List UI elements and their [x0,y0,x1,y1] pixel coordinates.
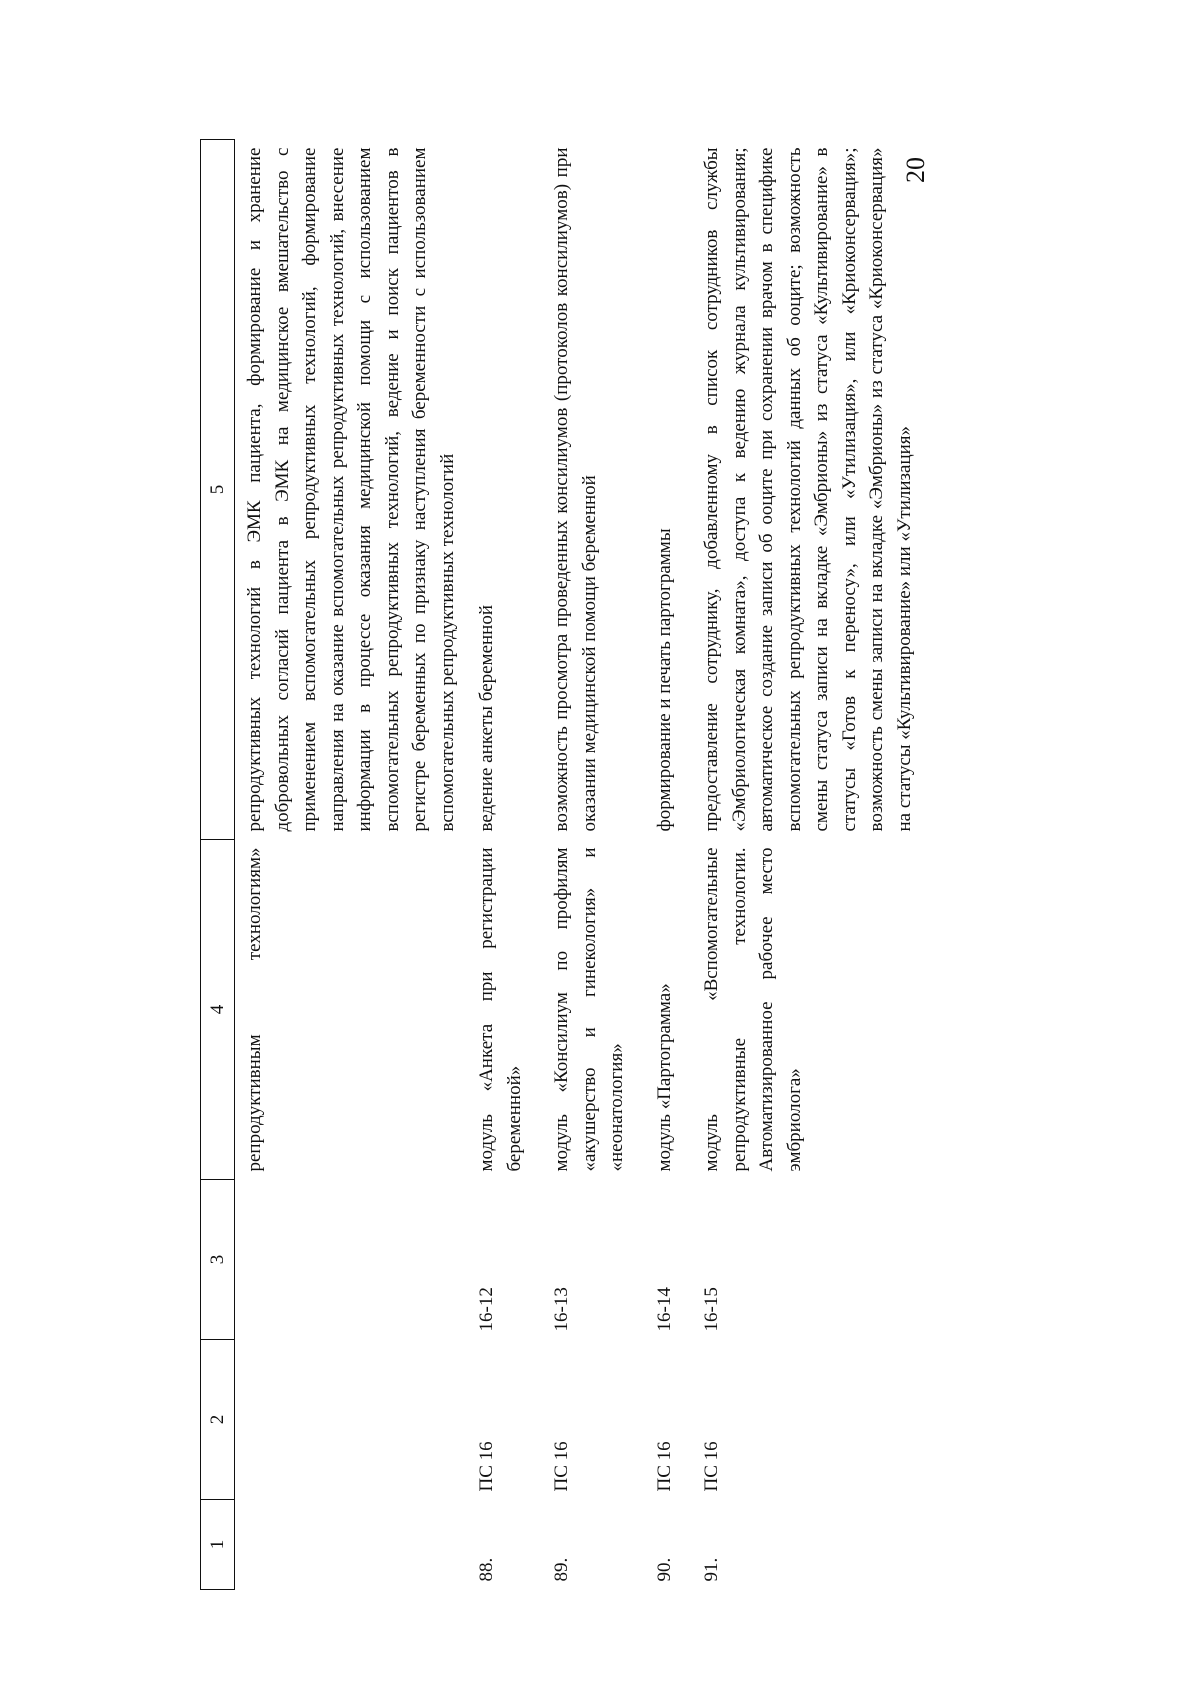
continuation-function-cell: репродуктивных технологий в ЭМК пациента, формирование и хранение добровольных согласий пациента в ЭМК на медицинское вмешательство с применением вспомогательных репродуктивных технологий, формирование направления на оказание вспомогательных репродуктивных технологий, внесение информации в процессе оказания медицинской помощи с использованием вспомогательных репродуктивных технологий, ведение и поиск пациентов в регистре беременных по признаку наступления беременности с использованием вспомогательных репродуктивных технологий [244,147,458,832]
row-code: ПС 16 [701,1441,722,1492]
rotated-table-wrapper [200,140,1100,1590]
row-id: 16-12 [476,1287,497,1332]
row-function: предоставление сотруднику, добавленному в список сотрудников службы «Эмбриологическая комната», доступа к ведению журнала культивирования; автоматическое создание записи об ооците при сохранении врачом в специфике вспомогательных репродуктивных технологий данных об ооците; возможность смены статуса записи на вкладке «Эмбрионы» из статуса «Культивирование» в статусы «Готов к переносу», или «Утилизация», или «Криоконсервация»; возможность смены записи на вкладке «Эмбрионы» из статуса «Криоконсервация» на статусы «Культивирование» или «Утилизация» [701,147,915,832]
row-number: 91. [701,1557,722,1582]
row-code: ПС 16 [653,1441,675,1492]
row-code: ПС 16 [551,1441,572,1492]
header-col-4: 4 [201,840,235,1180]
header-row [201,140,235,1590]
row-code: ПС 16 [476,1441,497,1492]
header-col-3: 3 [201,1180,235,1340]
row-number: 90. [653,1557,675,1582]
table-row [538,140,641,1590]
row-function: формирование и печать партограммы [653,528,675,832]
row-id: 16-13 [551,1287,572,1332]
continuation-row [235,140,464,1590]
row-module: модуль «Вспомогательные репродуктивные технологии. Автоматизированное рабочее место эмбриолога» [701,847,805,1172]
row-number: 89. [551,1557,572,1582]
header-col-1: 1 [201,1500,235,1590]
row-module: модуль «Партограмма» [653,983,675,1172]
row-function: возможность просмотра проведенных консилиумов (протоколов консилиумов) при оказании медицинской помощи беременной [551,147,600,832]
row-function: ведение анкеты беременной [476,604,497,832]
row-module: модуль «Анкета при регистрации беременной» [476,847,525,1172]
header-col-2: 2 [201,1340,235,1500]
table-row [688,140,928,1590]
row-id: 16-15 [701,1287,722,1332]
continuation-module-cell: репродуктивным технологиям» [244,847,265,1172]
page-number: 20 [901,157,930,183]
header-col-5: 5 [201,140,235,840]
requirements-table [200,139,928,1590]
row-module: модуль «Консилиум по профилям «акушерство и гинекология» и «неонатология» [551,847,627,1172]
row-number: 88. [476,1557,497,1582]
row-id: 16-14 [653,1287,675,1332]
table-row [641,140,689,1590]
table-row [463,140,538,1590]
